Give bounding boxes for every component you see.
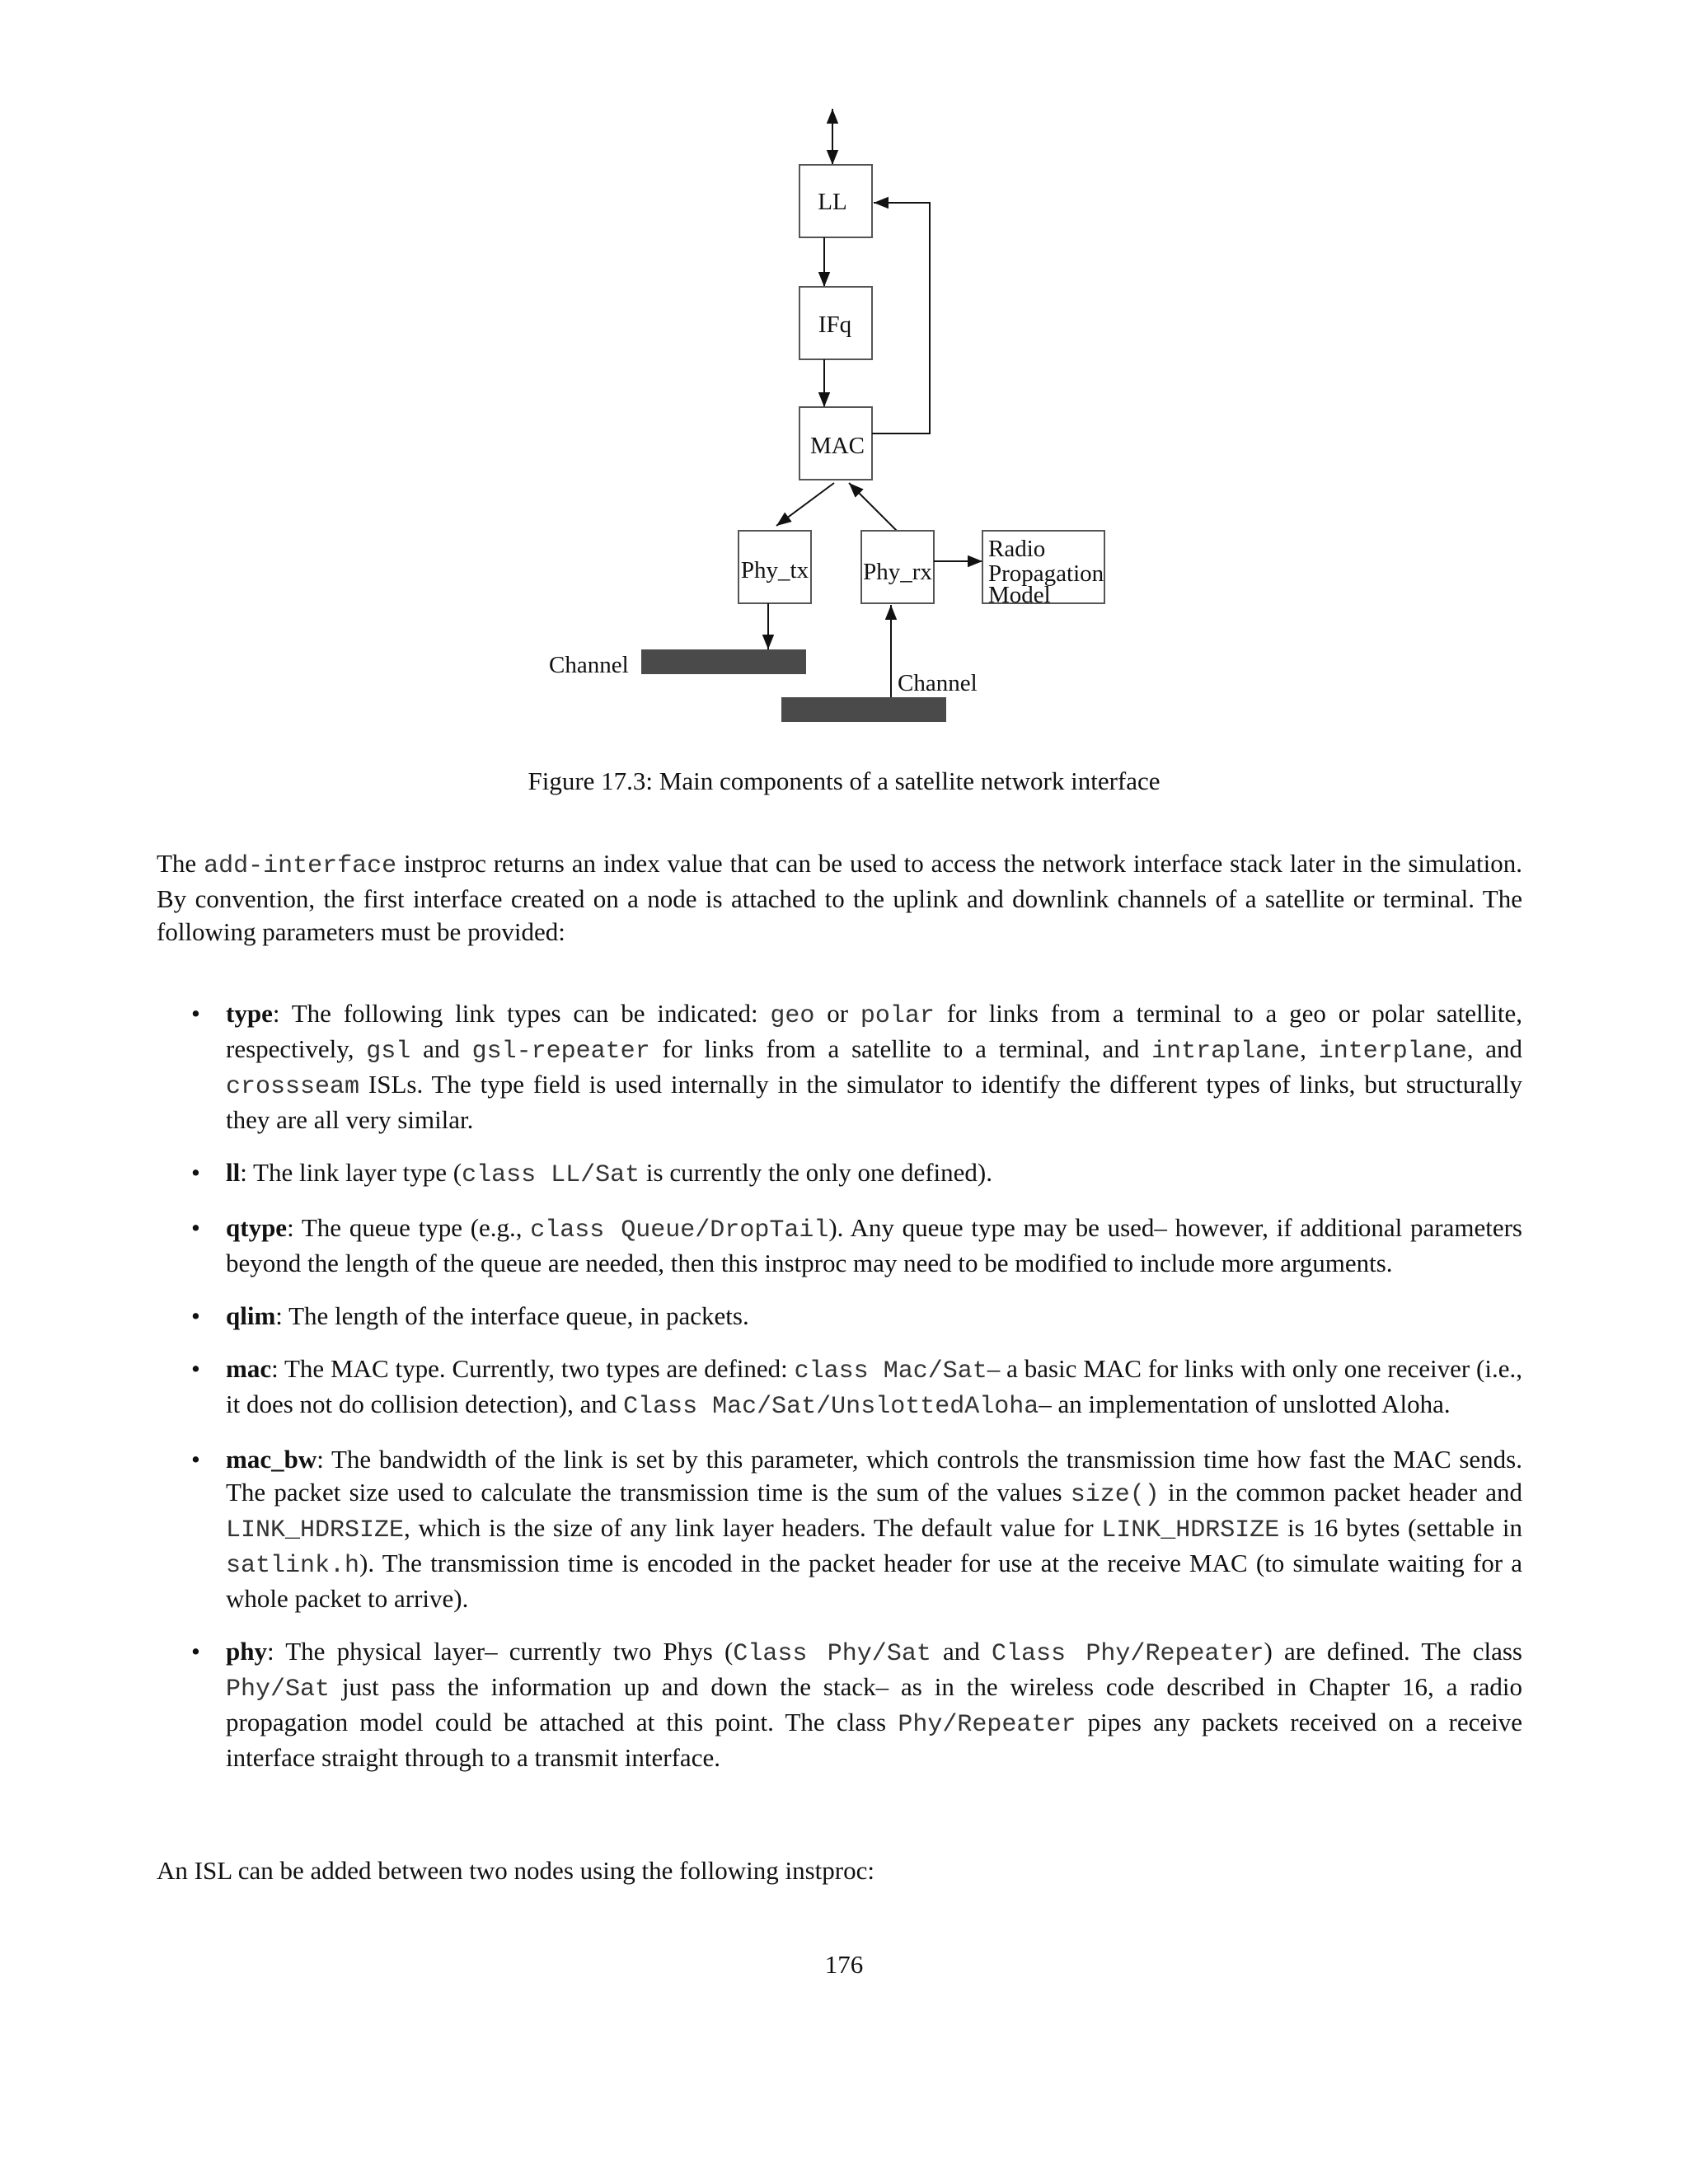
text-run: : The queue type (e.g.,: [287, 1213, 531, 1242]
inline-code: class Mac/Sat: [794, 1357, 987, 1385]
mac-to-phy-tx-arrow: [776, 483, 834, 526]
inline-code: Class Phy/Repeater: [991, 1640, 1264, 1668]
inline-code: gsl-repeater: [471, 1038, 650, 1066]
text-run: just pass the information up and down the stack– as in the wireless code described in Chapter 16, a radio propagation model could be attached at this point. The class: [226, 1672, 1522, 1736]
text-run: ). The transmission time is encoded in the packet header for use at the receive MAC (to simulate waiting for a whole packet to arrive).: [226, 1549, 1522, 1613]
bullet-icon: •: [191, 999, 200, 1028]
radio-label-line3: Model: [988, 582, 1051, 608]
text-run: for links from a terminal to a geo or polar satellite, respectively,: [226, 999, 1523, 1063]
inline-code: geo: [770, 1002, 815, 1030]
list-item-phy: [157, 1635, 1522, 1774]
bullet-icon: •: [191, 1445, 200, 1474]
inline-code: LINK_HDRSIZE: [226, 1516, 405, 1544]
inline-code: class Queue/DropTail: [530, 1216, 829, 1244]
bullet-icon: •: [191, 1354, 200, 1383]
phy-tx-box: [738, 531, 811, 603]
text-run: : The following link types can be indicated:: [272, 999, 771, 1028]
text-run: : The physical layer– currently two Phys (: [266, 1637, 734, 1666]
term: qlim: [226, 1301, 276, 1330]
inline-code: crossseam: [226, 1073, 360, 1101]
text-run: or: [814, 999, 860, 1028]
bullet-icon: •: [191, 1213, 200, 1242]
text-run: ). Any queue type may be used– however, if additional parameters beyond the length of the queue are needed, then this instproc may need to be modified to include more arguments.: [226, 1213, 1522, 1277]
mac-to-ll-feedback-arrow: [872, 203, 930, 434]
inline-code: Phy/Sat: [226, 1675, 331, 1704]
ifq-box: [799, 287, 872, 359]
inline-code: satlink.h: [226, 1552, 360, 1580]
phy-rx-box: [861, 531, 934, 603]
term: mac_bw: [226, 1445, 317, 1474]
channel-bar-right: [781, 697, 946, 722]
text-run: ) are defined. The class: [1264, 1637, 1522, 1666]
inline-code: polar: [860, 1002, 935, 1030]
inline-code: Class Mac/Sat/UnslottedAloha: [623, 1393, 1039, 1421]
term: qtype: [226, 1213, 288, 1242]
closing-paragraph: An ISL can be added between two nodes using the following instproc:: [157, 1856, 874, 1885]
text-run: is currently the only one defined).: [640, 1158, 992, 1187]
phy-rx-to-mac-arrow: [849, 483, 897, 531]
text-run: : The length of the interface queue, in packets.: [275, 1301, 749, 1330]
term: type: [226, 999, 273, 1028]
radio-propagation-model-box: [982, 531, 1104, 608]
text-run: : The bandwidth of the link is set by this parameter, which controls the transmission time how fast the MAC sends. The packet size used to calculate the transmission time is the sum of the values: [226, 1445, 1522, 1507]
ll-label: LL: [818, 189, 847, 215]
bullet-icon: •: [191, 1158, 200, 1187]
page-number: 176: [824, 1950, 864, 1979]
intro-paragraph: [157, 847, 1522, 949]
channel-label-left: Channel: [549, 652, 629, 678]
phy-rx-label: Phy_rx: [863, 559, 932, 585]
ll-box: [799, 165, 872, 237]
bullet-icon: •: [191, 1637, 200, 1666]
text-run: : The link layer type (: [240, 1158, 462, 1187]
text-run: pipes any packets received on a receive interface straight through to a transmit interface.: [226, 1708, 1522, 1772]
text-run: is 16 bytes (settable in: [1279, 1513, 1522, 1542]
text-run: : The MAC type. Currently, two types are defined:: [271, 1354, 795, 1383]
inline-code: Phy/Repeater: [898, 1711, 1076, 1739]
list-item-qlim: [157, 1300, 1522, 1333]
text-run: for links from a satellite to a terminal, and: [649, 1034, 1152, 1063]
inline-code: intraplane: [1151, 1038, 1301, 1066]
list-item-mac-bw: [157, 1443, 1522, 1615]
figure-diagram: [0, 0, 1688, 824]
text-run: – an implementation of unslotted Aloha.: [1039, 1390, 1451, 1418]
inline-code: gsl: [366, 1038, 411, 1066]
channel-bar-left: [641, 649, 806, 674]
inline-code: size(): [1070, 1481, 1160, 1509]
phy-tx-label: Phy_tx: [740, 557, 809, 583]
channel-label-right: Channel: [898, 670, 978, 696]
text-run: in the common packet header and: [1159, 1478, 1522, 1507]
term: ll: [226, 1158, 241, 1187]
radio-label-line1: Radio: [988, 536, 1046, 562]
text-run: ,: [1300, 1034, 1319, 1063]
inline-code: interplane: [1318, 1038, 1467, 1066]
bullet-icon: •: [191, 1301, 200, 1330]
list-item-ll: [157, 1156, 1522, 1192]
inline-code: class LL/Sat: [462, 1161, 640, 1189]
term: phy: [226, 1637, 267, 1666]
text-run: – a basic MAC for links with only one receiver (i.e., it does not do collision detection), and: [226, 1354, 1522, 1418]
inline-code: Class Phy/Sat: [733, 1640, 931, 1668]
text-run: ISLs. The type field is used internally in the simulator to identify the different types of links, but structurally they are all very similar.: [226, 1070, 1522, 1134]
intro-text: instproc returns an index value that can be used to access the network interface stack later in the simulation. By convention, the first interface created on a node is attached to the uplink and downlink channels of a satellite or terminal. The following parameters must be provided:: [157, 849, 1522, 946]
list-item-type: [157, 997, 1522, 1137]
mac-box: [799, 407, 872, 480]
term: mac: [226, 1354, 272, 1383]
ifq-label: IFq: [818, 312, 852, 338]
list-item-qtype: [157, 1212, 1522, 1280]
text-run: , which is the size of any link layer headers. The default value for: [404, 1513, 1102, 1542]
figure-caption: Figure 17.3: Main components of a satellite network interface: [528, 766, 1160, 795]
parameter-list: [157, 997, 1522, 1794]
text-run: and: [410, 1034, 472, 1063]
inline-code: LINK_HDRSIZE: [1101, 1516, 1280, 1544]
text-run: , and: [1466, 1034, 1523, 1063]
radio-label-line2: Propagation: [988, 560, 1104, 587]
list-item-mac: [157, 1352, 1522, 1423]
intro-text: The: [157, 849, 204, 878]
text-run: and: [931, 1637, 992, 1666]
mac-label: MAC: [809, 433, 865, 459]
intro-code: add-interface: [204, 852, 397, 880]
